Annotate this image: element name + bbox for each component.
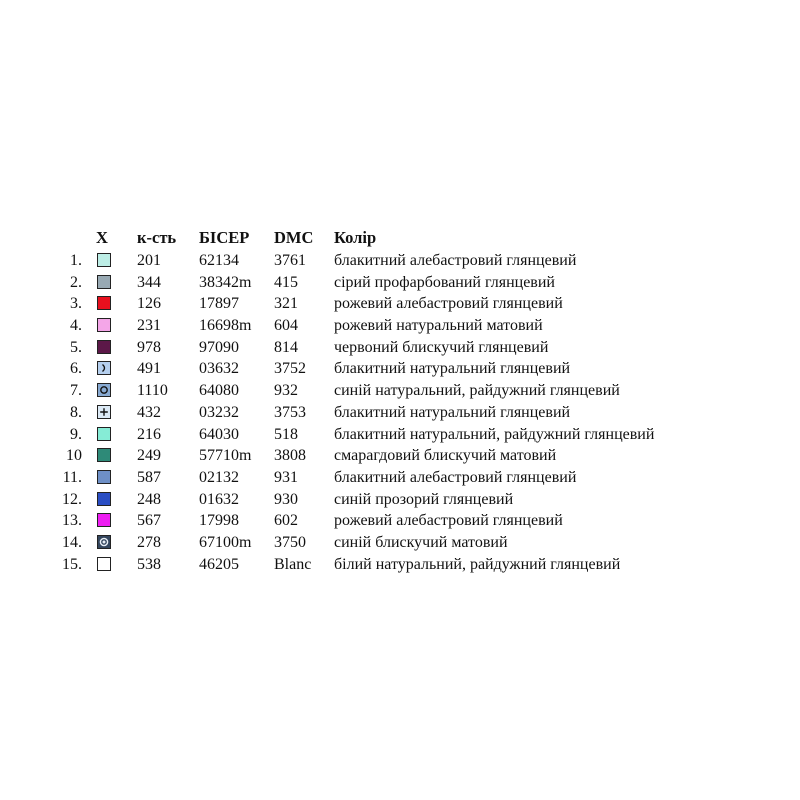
dmc-code: 604 — [274, 317, 298, 335]
bead-code: 17998 — [199, 512, 239, 530]
color-swatch — [97, 361, 111, 375]
color-swatch — [97, 557, 111, 571]
quantity-value: 1110 — [137, 382, 168, 400]
color-description: блакитний натуральний глянцевий — [334, 403, 571, 421]
quantity-value: 587 — [137, 468, 161, 486]
color-swatch — [97, 383, 111, 397]
legend-row — [0, 380, 800, 402]
color-description: синій натуральний, райдужний глянцевий — [334, 382, 620, 400]
row-number: 6. — [70, 360, 82, 378]
bead-code: 64030 — [199, 425, 239, 443]
legend-row — [0, 554, 800, 576]
dmc-code: 931 — [274, 468, 298, 486]
bead-code: 02132 — [199, 468, 239, 486]
bead-code: 97090 — [199, 338, 239, 356]
color-swatch — [97, 318, 111, 332]
quantity-value: 216 — [137, 425, 161, 443]
legend-row — [0, 424, 800, 446]
bead-code: 67100m — [199, 533, 252, 551]
legend-row — [0, 467, 800, 489]
quantity-value: 278 — [137, 533, 161, 551]
row-number: 14. — [62, 533, 82, 551]
dmc-code: 3761 — [274, 252, 306, 269]
legend-row — [0, 315, 800, 337]
bead-code: 57710m — [199, 447, 252, 465]
bead-code: 46205 — [199, 555, 239, 573]
color-description: рожевий алебастровий глянцевий — [334, 512, 563, 530]
row-number: 9. — [70, 425, 82, 443]
color-column-header: Колір — [334, 228, 377, 247]
row-number: 1. — [70, 252, 82, 269]
color-swatch — [97, 340, 111, 354]
legend-row — [0, 250, 800, 272]
color-description: синій прозорий глянцевий — [334, 490, 514, 508]
legend-row — [0, 337, 800, 359]
legend-row — [0, 489, 800, 511]
legend-row — [0, 445, 800, 467]
row-number: 2. — [70, 273, 82, 291]
dmc-column-header: DMC — [274, 228, 314, 247]
quantity-value: 344 — [137, 273, 161, 291]
bead-code: 38342m — [199, 273, 252, 291]
row-number: 4. — [70, 317, 82, 335]
color-description: блакитний алебастровий глянцевий — [334, 468, 577, 486]
color-swatch — [97, 470, 111, 484]
legend-row — [0, 272, 800, 294]
row-number: 13. — [62, 512, 82, 530]
color-swatch — [97, 513, 111, 527]
quantity-value: 432 — [137, 403, 161, 421]
color-description: смарагдовий блискучий матовий — [334, 447, 557, 465]
dmc-code: Blanc — [274, 555, 312, 573]
bead-code: 16698m — [199, 317, 252, 335]
quantity-column-header: к-сть — [137, 228, 177, 247]
bead-code: 62134 — [199, 252, 239, 269]
dmc-code: 3750 — [274, 533, 306, 551]
legend-row — [0, 532, 800, 554]
color-swatch — [97, 535, 111, 549]
legend-row — [0, 402, 800, 424]
color-swatch — [97, 427, 111, 441]
legend-rows — [0, 250, 800, 575]
dmc-code: 321 — [274, 295, 298, 313]
row-number: 11. — [62, 468, 82, 486]
row-number: 8. — [70, 403, 82, 421]
quantity-value: 567 — [137, 512, 161, 530]
row-number: 3. — [70, 295, 82, 313]
color-swatch — [97, 275, 111, 289]
quantity-value: 249 — [137, 447, 161, 465]
color-swatch — [97, 492, 111, 506]
legend-row — [0, 358, 800, 380]
bead-legend-table — [0, 226, 800, 575]
dmc-code: 518 — [274, 425, 298, 443]
dmc-code: 932 — [274, 382, 298, 400]
quantity-value: 126 — [137, 295, 161, 313]
color-description: рожевий натуральний матовий — [334, 317, 543, 335]
color-swatch — [97, 448, 111, 462]
bead-code: 03232 — [199, 403, 239, 421]
bead-code: 03632 — [199, 360, 239, 378]
row-number: 5. — [70, 338, 82, 356]
color-description: блакитний натуральний глянцевий — [334, 360, 571, 378]
color-description: рожевий алебастровий глянцевий — [334, 295, 563, 313]
row-number: 7. — [70, 382, 82, 400]
dmc-code: 3808 — [274, 447, 306, 465]
quantity-value: 538 — [137, 555, 161, 573]
row-number: 10 — [66, 447, 82, 465]
color-description: сірий профарбований глянцевий — [334, 273, 555, 291]
quantity-value: 978 — [137, 338, 161, 356]
dmc-code: 415 — [274, 273, 298, 291]
bead-code: 64080 — [199, 382, 239, 400]
color-description: блакитний алебастровий глянцевий — [334, 252, 577, 269]
dmc-code: 3752 — [274, 360, 306, 378]
row-number: 12. — [62, 490, 82, 508]
dmc-code: 3753 — [274, 403, 306, 421]
bead-column-header: БІСЕР — [199, 228, 250, 247]
color-swatch — [97, 405, 111, 419]
legend-row — [0, 293, 800, 315]
color-description: блакитний натуральний, райдужний глянцевий — [334, 425, 655, 443]
quantity-value: 248 — [137, 490, 161, 508]
bead-code: 17897 — [199, 295, 239, 313]
color-swatch — [97, 253, 111, 267]
row-number: 15. — [62, 555, 82, 573]
quantity-value: 231 — [137, 317, 161, 335]
dmc-code: 602 — [274, 512, 298, 530]
color-description: синій блискучий матовий — [334, 533, 508, 551]
symbol-column-header: X — [96, 228, 108, 247]
legend-header — [0, 226, 800, 250]
dmc-code: 814 — [274, 338, 298, 356]
quantity-value: 201 — [137, 252, 161, 269]
quantity-value: 491 — [137, 360, 161, 378]
dmc-code: 930 — [274, 490, 298, 508]
bead-code: 01632 — [199, 490, 239, 508]
legend-row — [0, 510, 800, 532]
color-description: білий натуральний, райдужний глянцевий — [334, 555, 621, 573]
color-swatch — [97, 296, 111, 310]
color-description: червоний блискучий глянцевий — [334, 338, 549, 356]
